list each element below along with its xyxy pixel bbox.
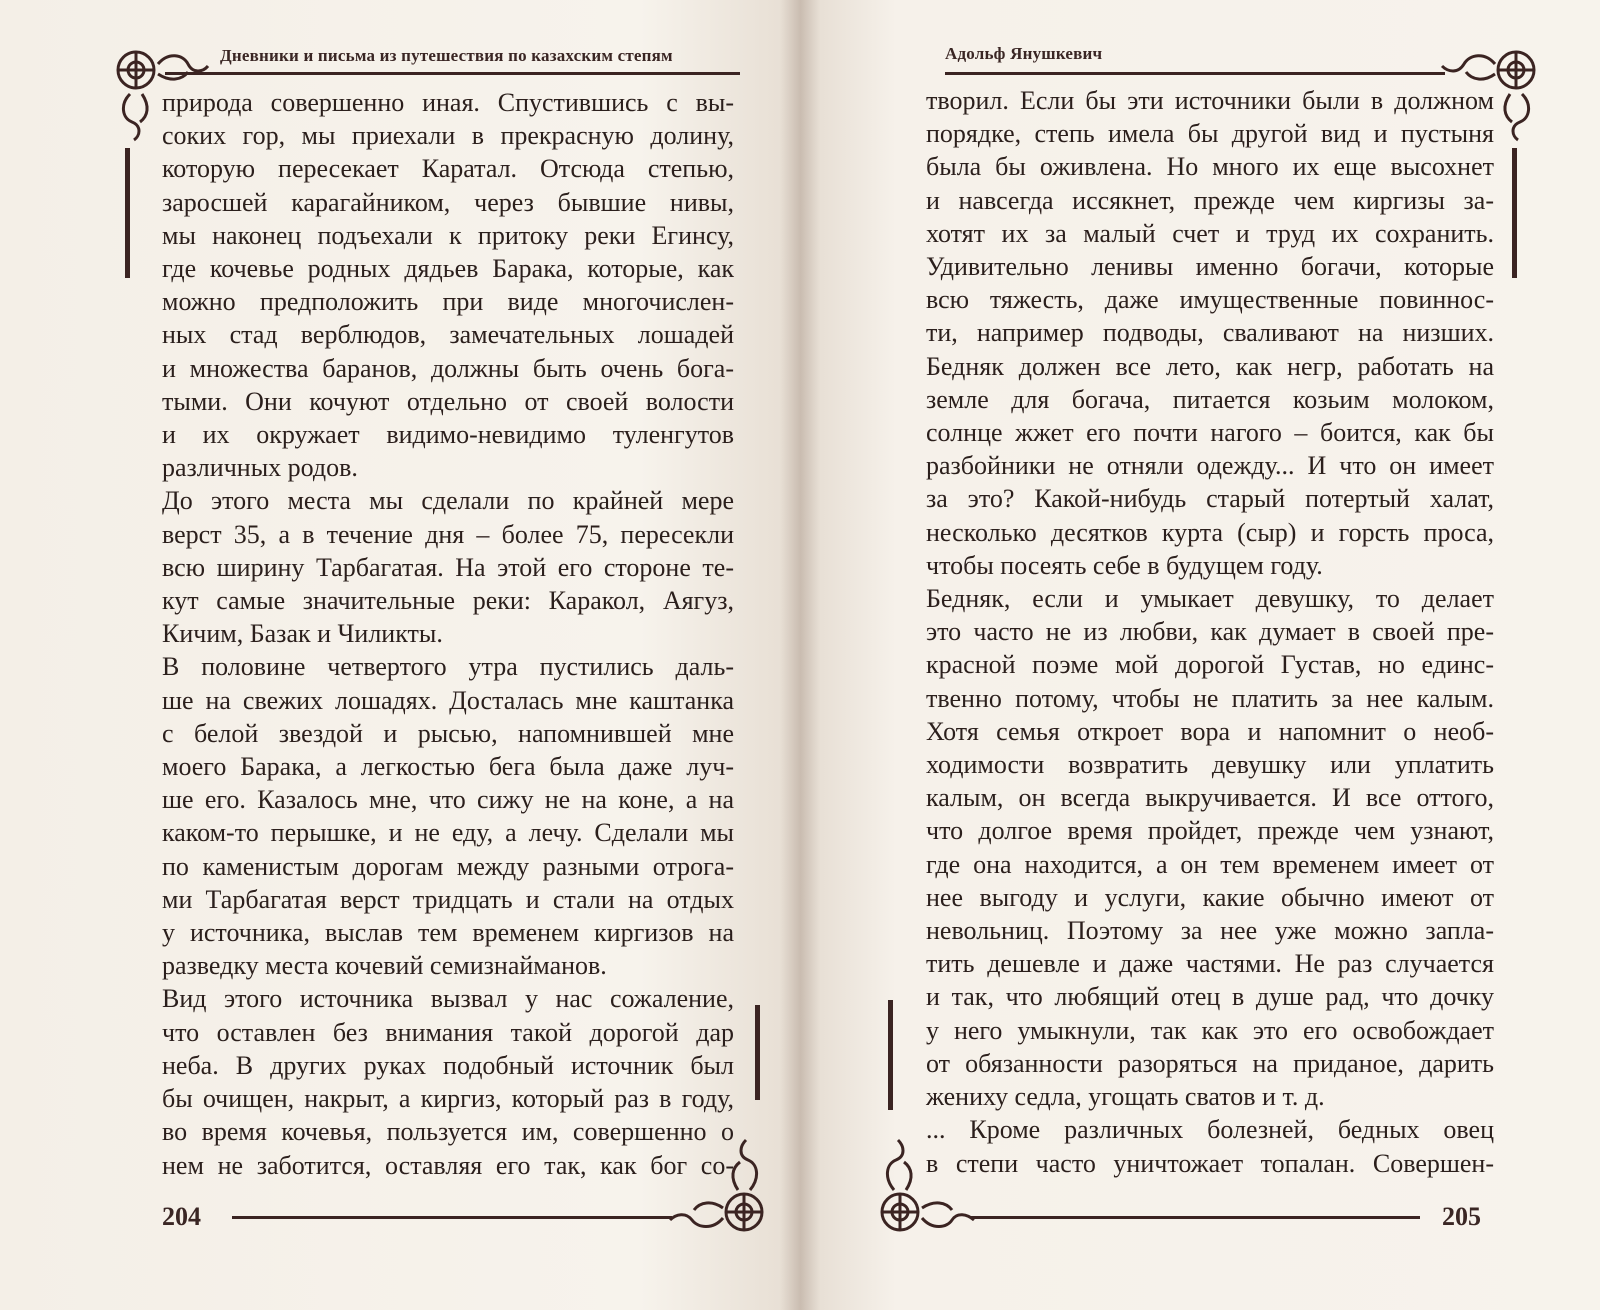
running-head: Адольф Янушкевич: [945, 44, 1103, 63]
text-line: жениху седла, угощать сватов и т. д.: [926, 1082, 1325, 1112]
text-line: Вид этого источника вызвал у нас сожаление,: [162, 984, 734, 1014]
running-head: Дневники и письма из путешествия по казахским степям: [220, 46, 673, 65]
decorative-bar: [1512, 148, 1517, 278]
text-line: от обязанности разоряться на приданое, дарить: [926, 1048, 1494, 1078]
text-line: красной поэме мой дорогой Густав, но единс-: [926, 650, 1494, 680]
text-line: ... Кроме различных болезней, бедных овец: [926, 1115, 1494, 1145]
text-line: солнце жжет его почти нагого – боится, как бы: [926, 418, 1494, 448]
decorative-bar: [125, 148, 130, 278]
text-line: была бы оживлена. Но много их еще высохнет: [926, 152, 1494, 182]
text-line: по каменистым дорогам между разными отрога-: [162, 851, 734, 881]
text-line: нее выгоду и услуги, какие обычно имеют от: [926, 882, 1494, 912]
text-line: и множества баранов, должны быть очень бога-: [162, 353, 734, 383]
text-line: нем не заботится, оставляя его так, как бог со-: [162, 1150, 734, 1180]
text-line: верст 35, а в течение дня – более 75, пересекли: [162, 519, 734, 549]
text-line: Бедняк должен все лето, как негр, работать на: [926, 351, 1494, 381]
text-line: разбойники не отняли одежду... И что он имеет: [926, 451, 1494, 481]
text-line: земле для богача, питается козьим молоком,: [926, 384, 1494, 414]
text-line: во время кочевья, пользуется им, совершенно о: [162, 1117, 734, 1147]
footer-rule: [970, 1216, 1420, 1219]
text-line: всю ширину Тарбагатая. На этой его стороне те-: [162, 552, 734, 582]
text-line: где она находится, а он тем временем имеет от: [926, 849, 1494, 879]
text-line: и их окружает видимо-невидимо туленгутов: [162, 420, 734, 450]
text-line: разведку места кочевий семизнайманов.: [162, 951, 607, 981]
text-line: В половине четвертого утра пустились даль-: [162, 652, 734, 682]
text-line: До этого места мы сделали по крайней мере: [162, 486, 734, 516]
text-line: чтобы посеять себе в будущем году.: [926, 550, 1323, 580]
text-line: несколько десятков курта (сыр) и горсть проса,: [926, 517, 1494, 547]
text-line: порядке, степь имела бы другой вид и пустыня: [926, 119, 1494, 149]
text-line: невольниц. Поэтому за нее уже можно запла-: [926, 916, 1494, 946]
text-line: и так, что любящий отец в душе рад, что дочку: [926, 982, 1494, 1012]
text-line: твенно потому, чтобы не платить за нее калым.: [926, 683, 1494, 713]
text-line: соких гор, мы приехали в прекрасную долину,: [162, 121, 734, 151]
decorative-bar: [888, 1000, 893, 1110]
text-line: ми Тарбагатая верст тридцать и стали на отдых: [162, 884, 734, 914]
page-number: 205: [1442, 1202, 1481, 1231]
text-line: Удивительно ленивы именно богачи, которые: [926, 252, 1494, 282]
text-line: хотят их за малый счет и труд их сохранить.: [926, 218, 1494, 248]
right-page: [800, 0, 1600, 1310]
text-line: ше его. Казалось мне, что сижу не на коне, а на: [162, 785, 734, 815]
floral-ornament-icon: [668, 1130, 773, 1240]
header-rule: [945, 72, 1445, 75]
text-line: у него умыкнули, так как это его освобождает: [926, 1015, 1494, 1045]
text-line: ше на свежих лошадях. Досталась мне каштанка: [162, 685, 734, 715]
body-text: [926, 84, 1494, 1180]
text-line: которую пересекает Каратал. Отсюда степью,: [162, 154, 734, 184]
footer-rule: [232, 1216, 672, 1219]
text-line: это часто не из любви, как думает в своей пре-: [926, 617, 1494, 647]
text-line: каком-то перышке, и не еду, а лечу. Сделали мы: [162, 818, 734, 848]
text-line: неба. В других руках подобный источник был: [162, 1050, 734, 1080]
text-line: кут самые значительные реки: Каракол, Аягуз,: [162, 586, 734, 616]
text-line: в степи часто уничтожает топалан. Совершен-: [926, 1148, 1494, 1178]
text-line: у источника, выслав тем временем киргизов на: [162, 918, 734, 948]
text-line: тыми. Они кочуют отдельно от своей волости: [162, 386, 734, 416]
text-line: где кочевье родных дядьев Барака, которые, как: [162, 254, 734, 284]
text-line: калым, он всегда выкручивается. И все оттого,: [926, 783, 1494, 813]
text-line: мы наконец подъехали к притоку реки Егинсу,: [162, 220, 734, 250]
text-line: ходимости возвратить девушку или уплатить: [926, 750, 1494, 780]
text-line: творил. Если бы эти источники были в должном: [926, 86, 1494, 115]
text-line: моего Барака, а легкостью бега была даже луч-: [162, 752, 734, 782]
text-line: за это? Какой-нибудь старый потертый халат,: [926, 484, 1494, 514]
text-line: Кичим, Базак и Чиликты.: [162, 619, 443, 649]
text-line: различных родов.: [162, 453, 358, 483]
text-line: ных стад верблюдов, замечательных лошадей: [162, 320, 734, 350]
text-line: Бедняк, если и умыкает девушку, то делает: [926, 584, 1494, 614]
text-line: заросшей карагайником, через бывшие нивы,: [162, 187, 734, 217]
text-line: что оставлен без внимания такой дорогой дар: [162, 1017, 734, 1047]
text-line: что долгое время пройдет, прежде чем узнают,: [926, 816, 1494, 846]
text-line: можно предположить при виде многочислен-: [162, 287, 734, 317]
text-line: всю тяжесть, даже имущественные повиннос-: [926, 285, 1494, 315]
page-number: 204: [162, 1202, 201, 1231]
book-gutter: [780, 0, 820, 1310]
text-line: природа совершенно иная. Спустившись с вы-: [162, 88, 734, 117]
body-text: [162, 86, 734, 1182]
floral-ornament-icon: [872, 1130, 977, 1240]
text-line: ти, например подводы, сваливают на низших.: [926, 318, 1494, 348]
text-line: тить дешевле и даже частями. Не раз случается: [926, 949, 1494, 979]
text-line: с белой звездой и рысью, напомнившей мне: [162, 718, 734, 748]
decorative-bar: [755, 1005, 760, 1100]
text-line: и навсегда иссякнет, прежде чем киргизы за-: [926, 185, 1494, 215]
text-line: бы очищен, накрыт, а киргиз, который раз в году,: [162, 1084, 734, 1114]
header-rule: [165, 72, 740, 75]
text-line: Хотя семья откроет вора и напомнит о необ-: [926, 716, 1494, 746]
